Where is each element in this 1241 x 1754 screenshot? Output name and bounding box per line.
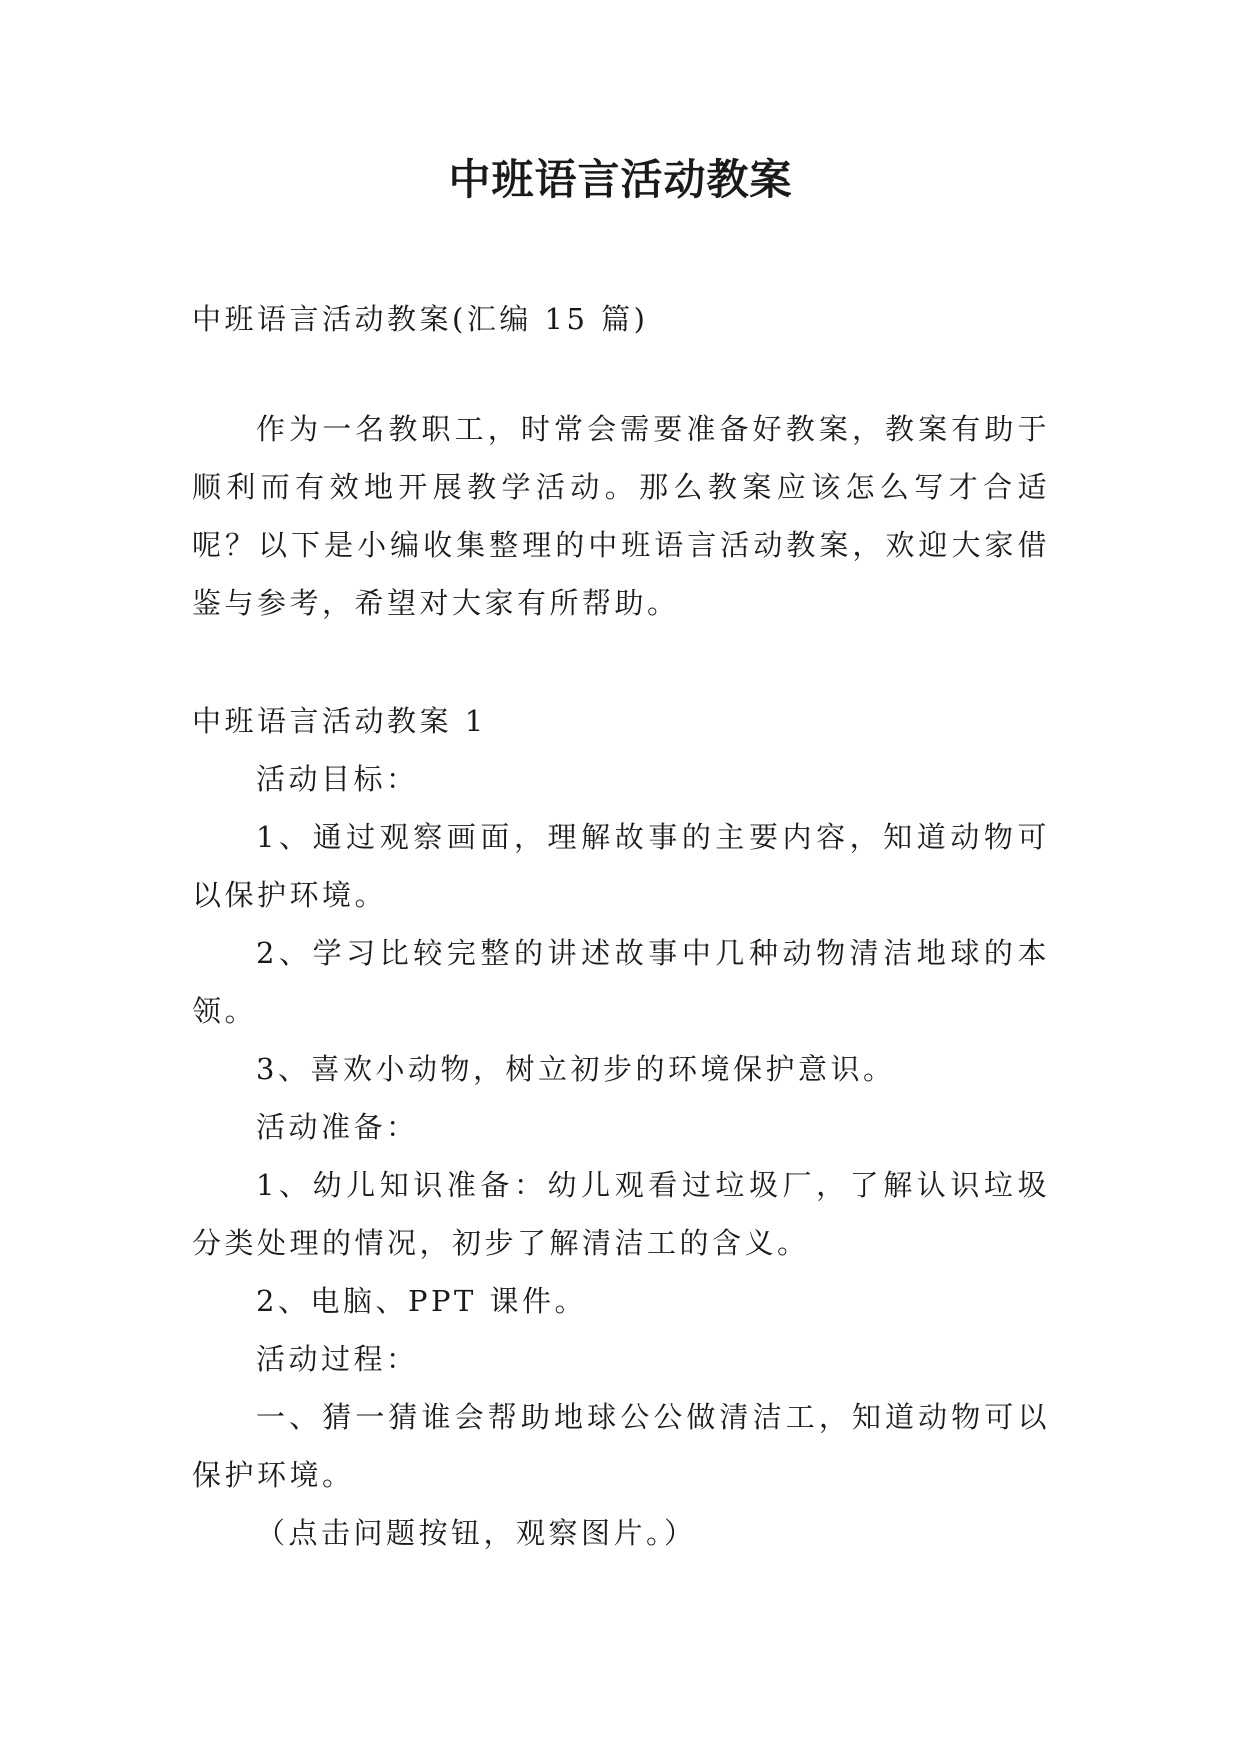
document-subtitle: 中班语言活动教案(汇编 15 篇): [192, 302, 649, 336]
goal-item: 2、学习比较完整的讲述故事中几种动物清洁地球的本领。: [192, 936, 1050, 1028]
process-label: 活动过程：: [256, 1342, 419, 1376]
preparation-item: 1、幼儿知识准备：幼儿观看过垃圾厂，了解认识垃圾分类处理的情况，初步了解清洁工的含义。: [192, 1168, 1050, 1260]
process-note: （点击问题按钮，观察图片。）: [256, 1516, 697, 1550]
preparation-label: 活动准备：: [256, 1110, 419, 1144]
goals-label: 活动目标：: [256, 762, 419, 796]
document-title: 中班语言活动教案: [448, 155, 793, 204]
process-step: 一、猜一猜谁会帮助地球公公做清洁工，知道动物可以保护环境。: [192, 1400, 1050, 1492]
preparation-item: 2、电脑、PPT 课件。: [256, 1284, 588, 1318]
goal-item: 1、通过观察画面，理解故事的主要内容，知道动物可以保护环境。: [192, 820, 1050, 912]
intro-text: 作为一名教职工，时常会需要准备好教案，教案有助于顺利而有效地开展教学活动。那么教案应该怎么写才合适呢？以下是小编收集整理的中班语言活动教案，欢迎大家借鉴与参考，希望对大家有所帮助。: [192, 412, 1050, 620]
intro-paragraph: [192, 400, 1050, 632]
section-1: [192, 692, 1050, 1562]
section-heading: 中班语言活动教案 1: [192, 704, 487, 738]
goal-item: 3、喜欢小动物，树立初步的环境保护意识。: [256, 1052, 896, 1086]
